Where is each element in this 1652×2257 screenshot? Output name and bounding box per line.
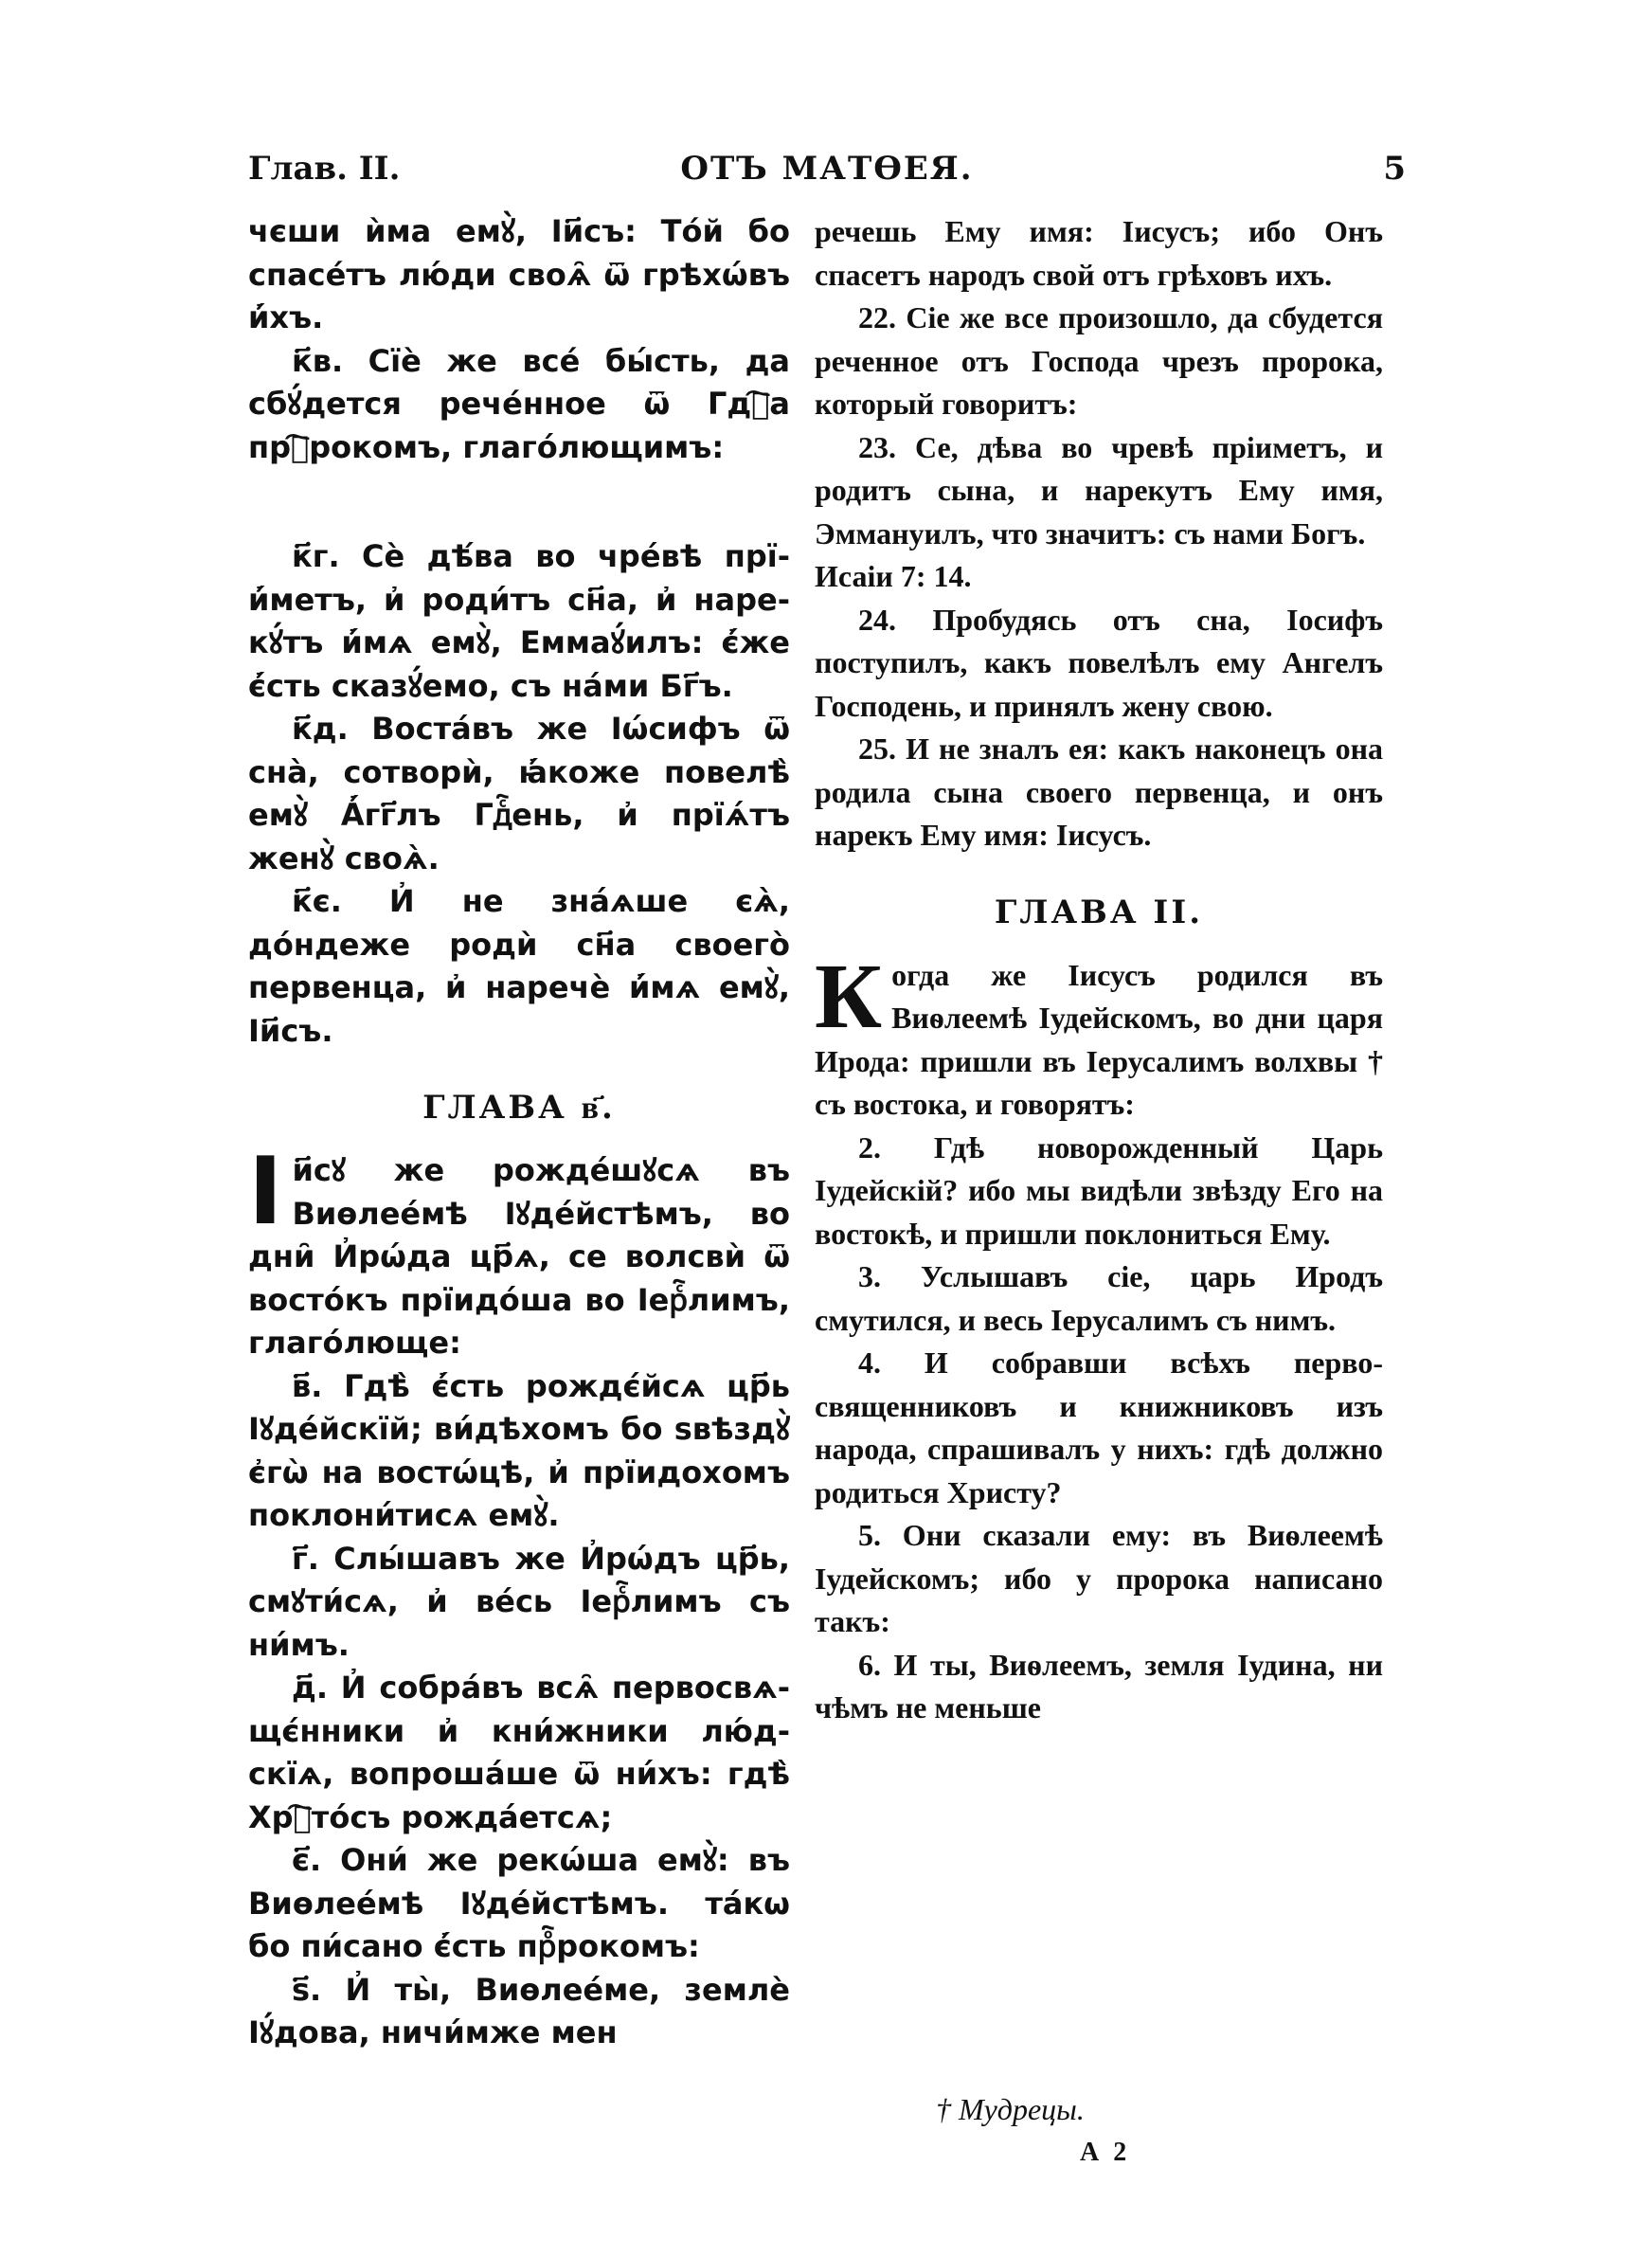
verse-paragraph: 25. И не зналъ ея: какъ наконецъ она родила сына своего первенца, и онъ нарекъ Ему имя: Іисусъ. <box>815 731 1383 852</box>
church-slavonic-column <box>248 210 790 2055</box>
drop-cap: І <box>248 1138 283 1246</box>
spacer <box>248 469 790 535</box>
scripture-reference: Исаіи 7: 14. <box>815 559 972 593</box>
verse-paragraph: 23. Се, дѣва во чревѣ пріиметъ, и родитъ сына, и нарекутъ Ему имя, Эммануилъ, что значитъ: съ нами Богъ. <box>815 429 1383 551</box>
verse-paragraph: к҃д. Воста́въ же Іѡ́сифъ ѿ сна̀, сотворѝ, ꙗ҆́коже повелѣ̀ емꙋ̀ А҆́гг҃лъ Гдⷭ҇ень, и҆ прїѧ́тъ женꙋ̀ своѧ̀. <box>248 711 790 876</box>
verse-paragraph: 6. И ты, Виѳлеемъ, земля Іудина, ни чѣмъ не меньше <box>815 1647 1383 1724</box>
verse-paragraph: к҃г. Сѐ дѣ́ва во чре́вѣ прїи҆́метъ, и҆ роди́тъ сн҃а, и҆ нарекꙋ́тъ и҆́мѧ емꙋ̀, Еммаꙋ́илъ: є҆́же є҆́сть сказꙋ́емо, съ на́ми Бг҃ъ. <box>248 538 790 704</box>
chapter-heading: ГЛАВА II. <box>994 893 1204 931</box>
chapter-heading: ГЛАВА в҃. <box>422 1089 616 1127</box>
running-head <box>248 150 1406 188</box>
verse-paragraph: 3. Услышавъ сіе, царь Иродъ смутился, и весь Іерусалимъ съ нимъ. <box>815 1259 1383 1337</box>
book-title: ОТЪ МАТѲЕЯ. <box>680 150 974 188</box>
verse-paragraph: речешь Ему имя: Іисусъ; ибо Онъ спасетъ народъ свой отъ грѣховъ ихъ. <box>815 214 1383 292</box>
verse-paragraph: к҃в. Сїѐ же всé бы́сть, да сбꙋ́дется речéнное ѿ Гдⷭ҇а прⷪ҇рокомъ, глаго́лющимъ: <box>248 342 790 465</box>
verse-paragraph: 24. Пробудясь отъ сна, Іосифъ поступилъ, какъ повелѣлъ ему Ангелъ Господень, и принялъ жену свою. <box>815 602 1383 723</box>
printer-signature-mark: А 2 <box>1080 2138 1131 2167</box>
verse-paragraph: 4. И собравши всѣхъ первосвященниковъ и книжниковъ изъ народа, спрашивалъ у нихъ: гдѣ должно родиться Христу? <box>815 1345 1383 1509</box>
chapter-marker: Глав. II. <box>248 150 401 188</box>
footnote: † Мудрецы. <box>936 2092 1085 2126</box>
verse-paragraph: д҃. И҆ собра́въ всѧ̑ первосвѧщє́нники и҆ кни́жники лю́дскїѧ, вопроша́ше ѿ ни́хъ: гдѣ̀ Хрⷭ҇то́съ рожда́етсѧ; <box>248 1670 790 1835</box>
verse-paragraph: г҃. Слы́шавъ же И҆рѡ́дъ цр҃ь, смꙋти́сѧ, и҆ ве́сь Іерⷭ҇лимъ съ ни́мъ. <box>248 1540 790 1663</box>
verse-paragraph: к҃є. И҆ не зна́ѧше єѧ̀, до́ндеже родѝ сн҃а своего̀ первенца, и҆ наречѐ и҆́мѧ емꙋ̀, Іи҃съ. <box>248 883 790 1049</box>
verse-paragraph: 2. Гдѣ новорожденный Царь Іудейскій? ибо мы видѣли звѣзду Его на востокѣ, и пришли поклониться Ему. <box>815 1129 1383 1251</box>
verse-paragraph: 5. Они сказали ему: въ Виѳлеемѣ Іудейскомъ; ибо у пророка написано такъ: <box>815 1518 1383 1638</box>
russian-column <box>815 210 1383 1730</box>
page-number: 5 <box>1383 150 1406 188</box>
verse-paragraph: чєши ѝма емꙋ̀, Іи҃съ: Тóй бо спасéтъ лю́ди своѧ̑ ѿ грѣхѡ́въ и҆́хъ. <box>248 213 790 335</box>
spacer <box>815 858 1383 890</box>
verse-paragraph <box>815 945 1383 1127</box>
verse-paragraph: ѕ҃. И҆ ты̀, Виѳлее́ме, землѐ Іꙋ́дова, ничи́мже мен <box>248 1971 790 2050</box>
verse-paragraph <box>248 1138 790 1365</box>
verse-paragraph: в҃. Гдѣ̀ є҆́сть рождє́йсѧ цр҃ь Іꙋде́йскїй; ви́дѣхомъ бо ѕвѣздꙋ̀ є҆гѡ̀ на востѡ́цѣ, и҆ прїидохомъ поклони́тисѧ емꙋ̀. <box>248 1367 790 1533</box>
verse-text: и҃сꙋ же рожде́шꙋсѧ въ Виѳлее́мѣ Іꙋде́йстѣмъ, во дни̑ И҆рѡ́да цр҃ѧ, се волсвѝ ѿ восто́къ прїидо́ша во Іерⷭ҇лимъ, глаго́люще: <box>248 1152 790 1361</box>
verse-paragraph: 22. Сіе же все произошло, да сбудется реченное отъ Господа чрезъ пророка, который говоритъ: <box>815 300 1383 421</box>
drop-cap: К <box>815 945 883 1048</box>
verse-paragraph: є҃. Они́ же рекѡ́ша емꙋ̀: въ Виѳлее́мѣ Іꙋде́йстѣмъ. та́кѡ бо пи́сано є҆́сть прⷪ҇рокомъ: <box>248 1842 790 1964</box>
verse-text: огда же Іисусъ родился въ Виѳлеемѣ Іудейскомъ, во дни царя Ирода: пришли въ Іерусалимъ волхвы † съ востока, и говорятъ: <box>815 957 1383 1121</box>
spacer <box>248 1053 790 1085</box>
